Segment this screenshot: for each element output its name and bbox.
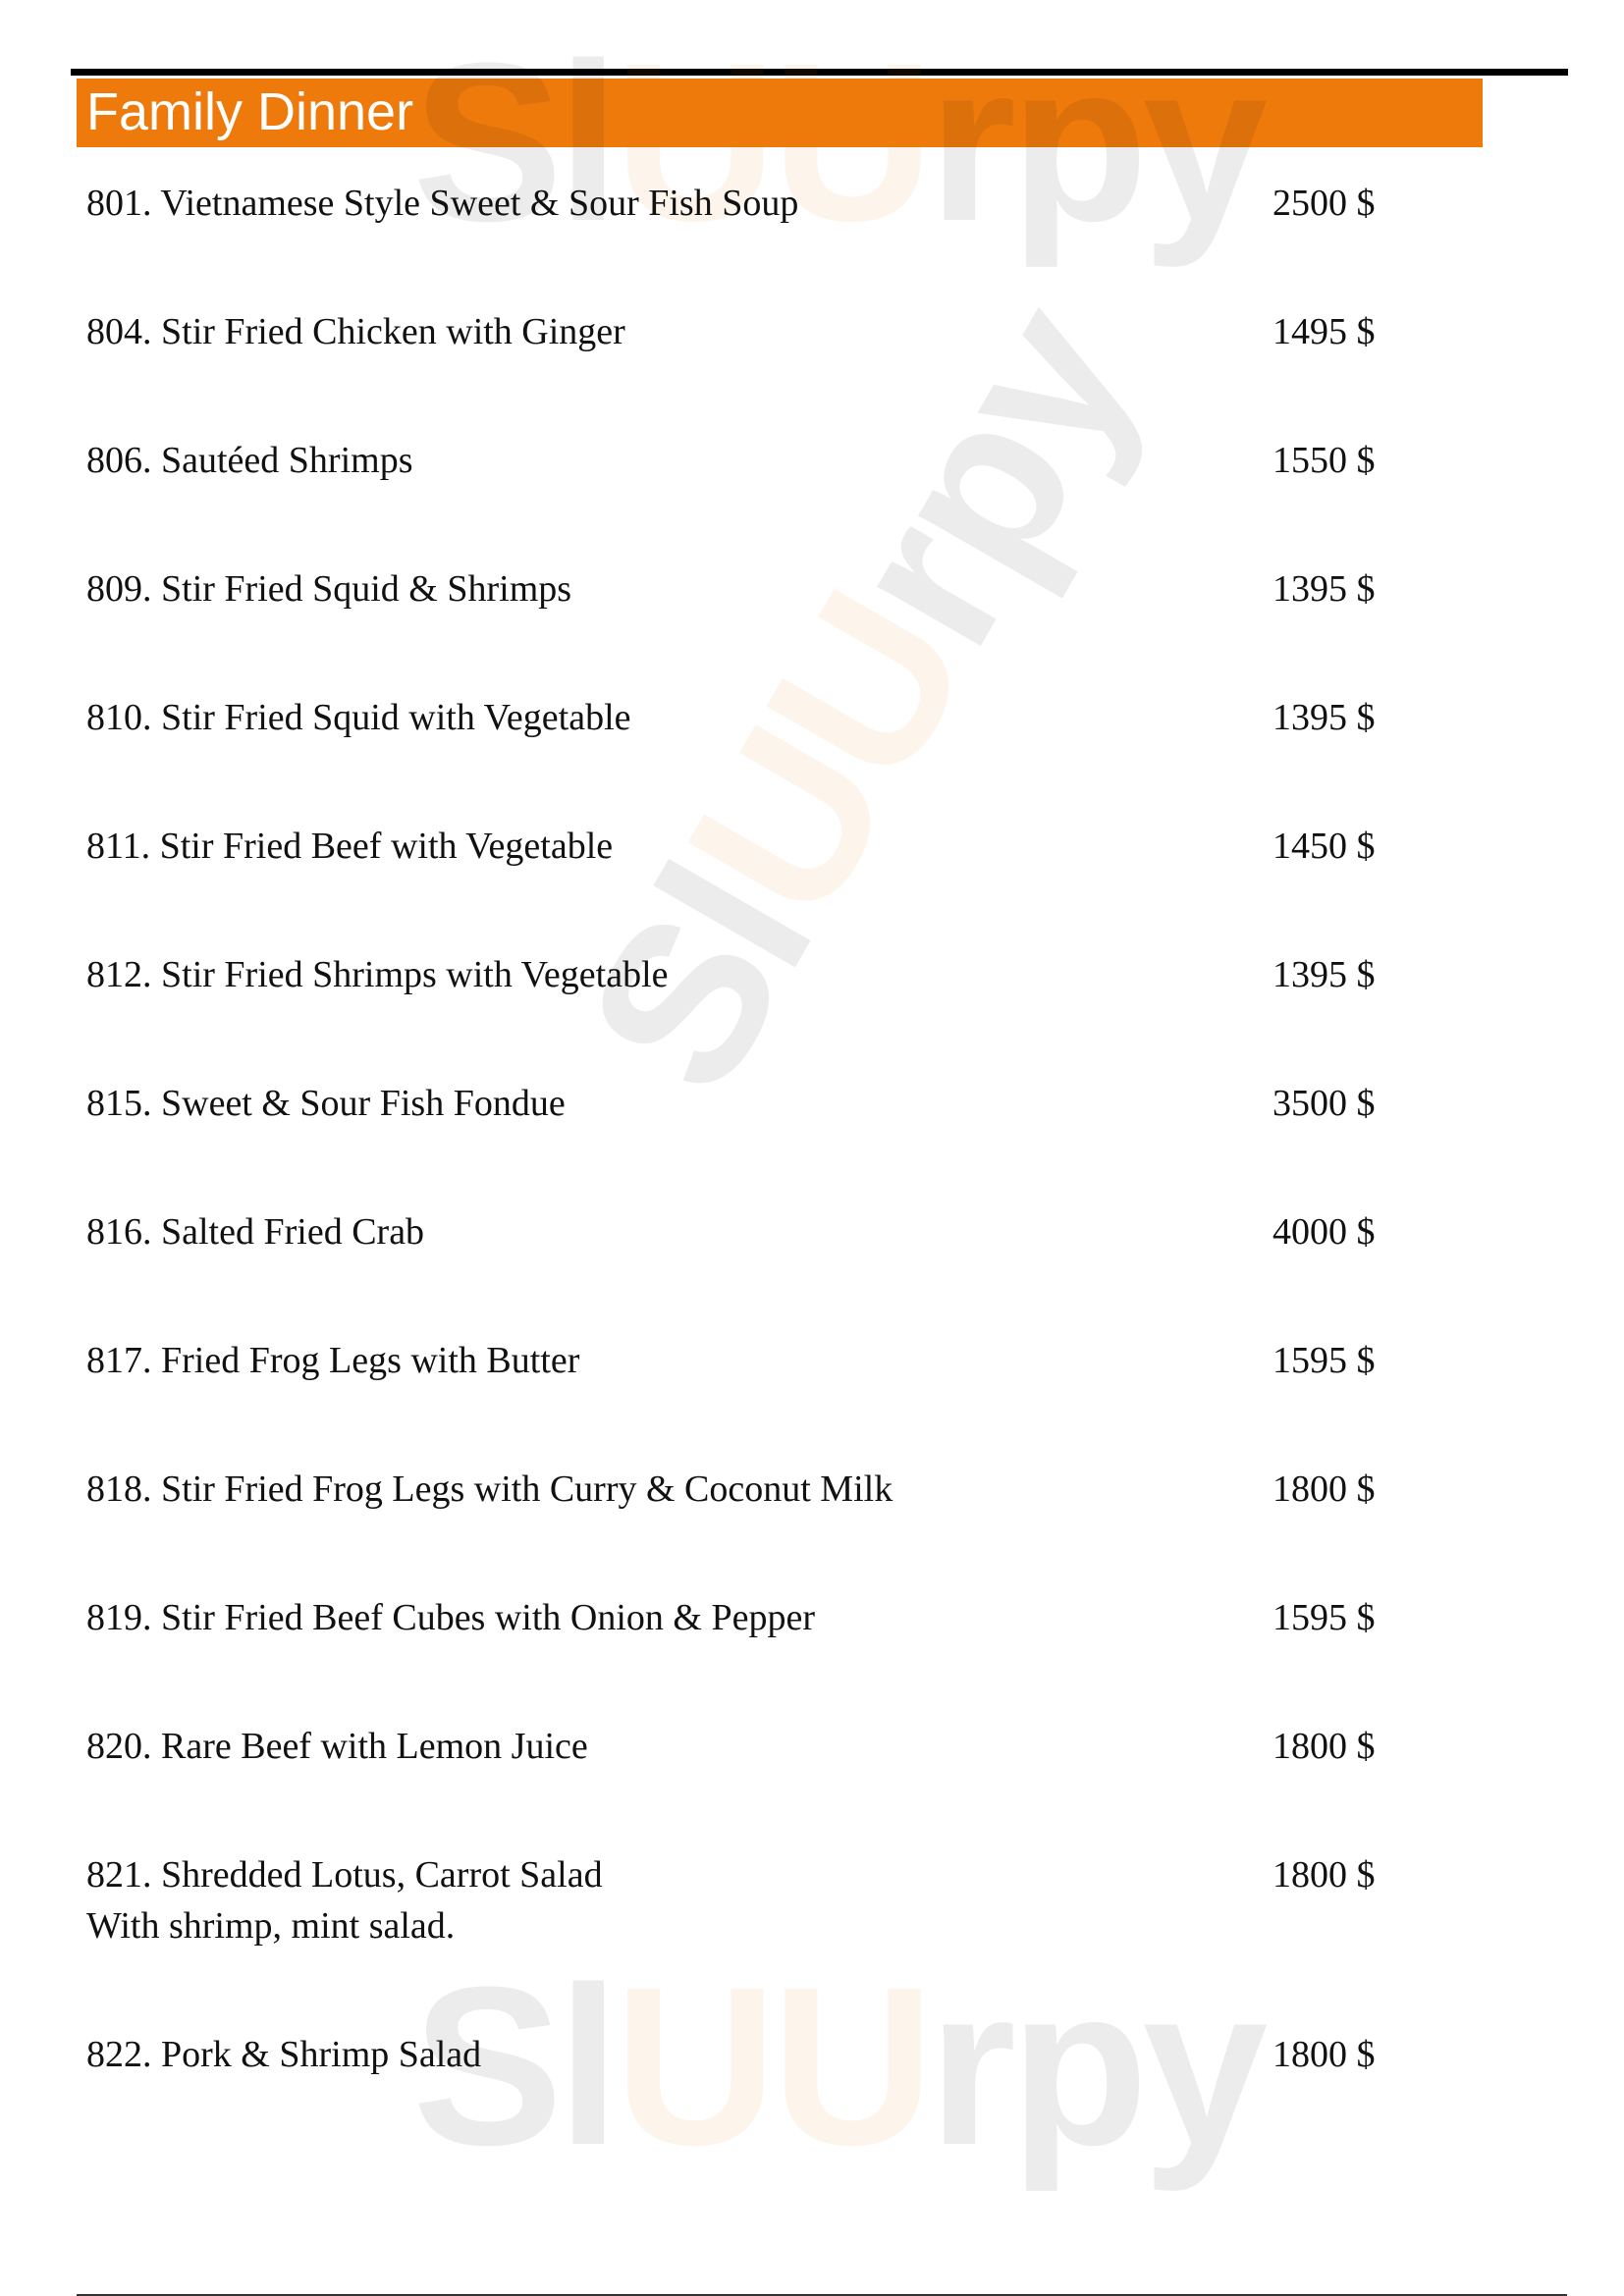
menu-item-name: 810. Stir Fried Squid with Vegetable — [86, 697, 631, 738]
menu-item-name: 801. Vietnamese Style Sweet & Sour Fish Soup — [86, 183, 799, 224]
menu-item-price: 1495 $ — [1272, 311, 1376, 352]
menu-item-price: 1395 $ — [1272, 568, 1376, 610]
menu-item-name: 804. Stir Fried Chicken with Ginger — [86, 311, 625, 352]
menu-item-name: 815. Sweet & Sour Fish Fondue — [86, 1083, 566, 1124]
menu-item-name: 809. Stir Fried Squid & Shrimps — [86, 568, 572, 610]
menu-item-price: 4000 $ — [1272, 1211, 1376, 1253]
menu-item-name: 821. Shredded Lotus, Carrot Salad — [86, 1854, 603, 1896]
section-header — [77, 79, 1483, 147]
menu-item-price: 1800 $ — [1272, 1726, 1376, 1767]
menu-item-name: 818. Stir Fried Frog Legs with Curry & Coconut Milk — [86, 1468, 893, 1510]
menu-item-price: 1595 $ — [1272, 1597, 1376, 1638]
menu-item-name: 811. Stir Fried Beef with Vegetable — [86, 826, 614, 867]
menu-item-description: With shrimp, mint salad. — [86, 1905, 456, 1947]
menu-item-name: 822. Pork & Shrimp Salad — [86, 2034, 482, 2075]
menu-item-name: 817. Fried Frog Legs with Butter — [86, 1340, 580, 1381]
menu-item-name: 816. Salted Fried Crab — [86, 1211, 425, 1253]
watermark-logo: SlUUrpy — [537, 268, 1182, 1131]
watermark-logo: SlUUrpy — [412, 1940, 1263, 2192]
menu-item-name: 806. Sautéed Shrimps — [86, 440, 413, 481]
menu-item-price: 2500 $ — [1272, 183, 1376, 224]
menu-item-price: 1550 $ — [1272, 440, 1376, 481]
top-rule — [71, 69, 1568, 76]
menu-item-price: 1595 $ — [1272, 1340, 1376, 1381]
menu-item-price: 1395 $ — [1272, 954, 1376, 995]
menu-item-price: 1800 $ — [1272, 1854, 1376, 1896]
menu-item-name: 812. Stir Fried Shrimps with Vegetable — [86, 954, 669, 995]
menu-item-price: 1395 $ — [1272, 697, 1376, 738]
menu-item-price: 1800 $ — [1272, 2034, 1376, 2075]
menu-item-price: 1450 $ — [1272, 826, 1376, 867]
menu-item-name: 819. Stir Fried Beef Cubes with Onion & Pepper — [86, 1597, 815, 1638]
menu-item-price: 3500 $ — [1272, 1083, 1376, 1124]
menu-item-name: 820. Rare Beef with Lemon Juice — [86, 1726, 588, 1767]
section-title: Family Dinner — [86, 82, 414, 141]
menu-item-price: 1800 $ — [1272, 1468, 1376, 1510]
